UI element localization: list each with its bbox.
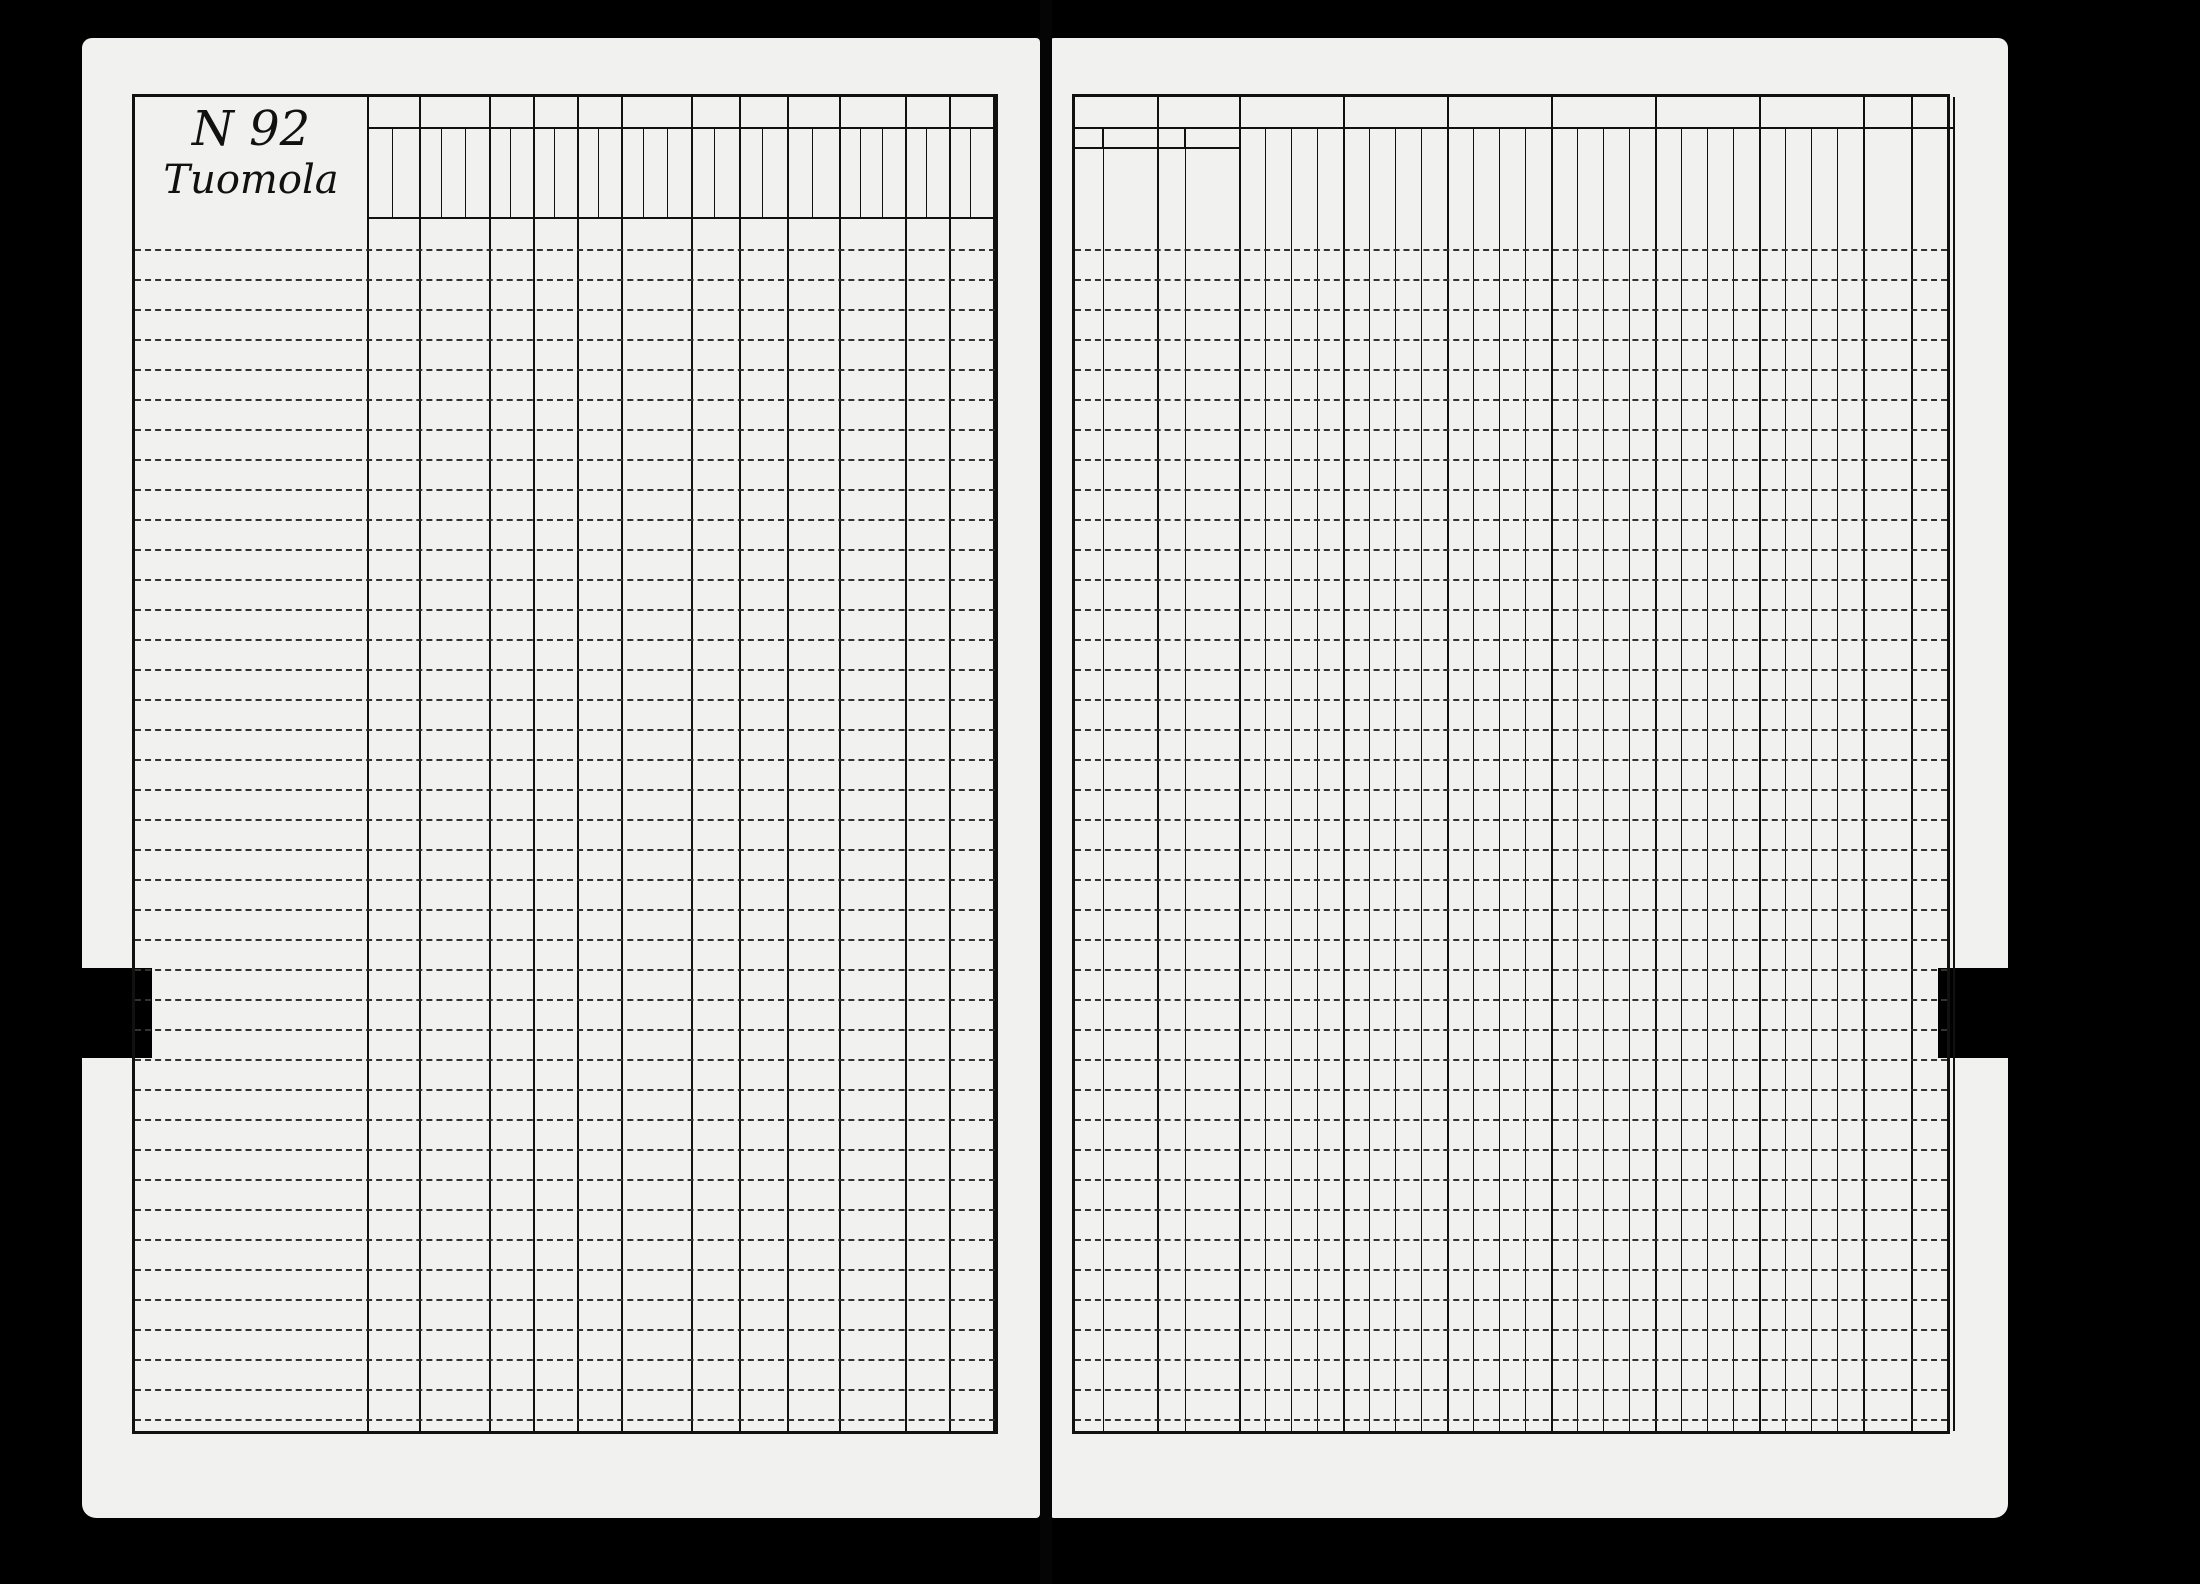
row-rule: [135, 849, 995, 851]
column-header: [1075, 97, 1157, 129]
column-subheader: [668, 127, 691, 219]
column-subheader: [466, 127, 489, 219]
quarter-border: [1811, 127, 1812, 1431]
row-rule: [135, 759, 995, 761]
column-header: [419, 97, 489, 129]
quarter-border: [1421, 127, 1422, 1431]
row-rule: [1075, 879, 1947, 881]
row-rule: [1075, 1029, 1947, 1031]
column-subheader: [367, 127, 393, 219]
column-subheader: [763, 127, 787, 219]
row-rule: [135, 729, 995, 731]
column-subheader: [621, 127, 644, 219]
row-rule: [1075, 1269, 1947, 1271]
column-subheader: [393, 127, 419, 219]
row-rule: [1075, 609, 1947, 611]
column-subheader: [644, 127, 667, 219]
row-rule: [135, 1389, 995, 1391]
column-border-7: [739, 97, 789, 1431]
row-rule: [1075, 999, 1947, 1001]
column-header: [1157, 97, 1239, 129]
day-column-border: [1157, 127, 1186, 1431]
column-subheader: [1185, 127, 1239, 149]
row-rule: [135, 1359, 995, 1361]
row-rule: [135, 1059, 995, 1061]
row-rule: [135, 429, 995, 431]
row-rule: [1075, 519, 1947, 521]
row-rule: [135, 249, 995, 251]
column-subheader: [599, 127, 621, 219]
row-rule: [1075, 399, 1947, 401]
row-rule: [135, 1329, 995, 1331]
column-subheader: [691, 127, 715, 219]
row-rule: [135, 699, 995, 701]
column-header: [621, 97, 691, 129]
row-rule: [135, 459, 995, 461]
quarter-border: [1733, 127, 1734, 1431]
quarter-border: [1317, 127, 1318, 1431]
row-rule: [135, 1149, 995, 1151]
farm-number: N 92: [191, 101, 311, 157]
row-rule: [1075, 1059, 1947, 1061]
column-border-6: [691, 97, 741, 1431]
row-rule: [1075, 819, 1947, 821]
column-header: [1863, 97, 1911, 129]
row-rule: [1075, 249, 1947, 251]
row-rule: [1075, 759, 1947, 761]
quarter-border: [1603, 127, 1604, 1431]
row-rule: [1075, 489, 1947, 491]
column-header: [1759, 97, 1863, 129]
row-rule: [1075, 309, 1947, 311]
quarter-border: [1629, 127, 1630, 1431]
row-rule: [135, 579, 995, 581]
column-border-9: [1911, 97, 1955, 1431]
row-rule: [1075, 1119, 1947, 1121]
quarter-border: [1681, 127, 1682, 1431]
quarter-border: [1265, 127, 1266, 1431]
row-rule: [1075, 579, 1947, 581]
row-rule: [135, 789, 995, 791]
row-rule: [135, 1209, 995, 1211]
quarter-border: [1785, 127, 1786, 1431]
row-rule: [135, 669, 995, 671]
column-header: [1343, 97, 1447, 129]
row-rule: [135, 999, 995, 1001]
column-subheader: [577, 127, 599, 219]
left-ledger-table: [132, 94, 998, 1434]
row-rule: [135, 1419, 995, 1421]
column-header: [1911, 97, 1953, 129]
right-ledger-table: [1072, 94, 1950, 1434]
column-border-4: [577, 97, 623, 1431]
column-header: [1655, 97, 1759, 129]
row-rule: [1075, 849, 1947, 851]
quarter-border: [1499, 127, 1500, 1431]
column-subheader: [1103, 127, 1157, 149]
row-rule: [1075, 339, 1947, 341]
row-rule: [1075, 939, 1947, 941]
row-rule: [135, 969, 995, 971]
column-border-11: [949, 97, 995, 1431]
column-border-2: [1239, 97, 1345, 1431]
column-border-5: [621, 97, 693, 1431]
row-rule: [1075, 909, 1947, 911]
column-subheader: [442, 127, 465, 219]
row-rule: [1075, 1179, 1947, 1181]
row-rule: [1075, 699, 1947, 701]
column-header: [739, 97, 787, 129]
quarter-border: [1369, 127, 1370, 1431]
column-border-6: [1655, 97, 1761, 1431]
column-subheader: [533, 127, 555, 219]
column-header: [1551, 97, 1655, 129]
quarter-border: [1577, 127, 1578, 1431]
row-rule: [1075, 1209, 1947, 1211]
column-subheader: [861, 127, 883, 219]
quarter-border: [1837, 127, 1838, 1431]
column-border-7: [1759, 97, 1865, 1431]
row-rule: [135, 489, 995, 491]
column-header: [787, 97, 839, 129]
column-border-2: [489, 97, 535, 1431]
row-rule: [1075, 1239, 1947, 1241]
row-rule: [1075, 369, 1947, 371]
column-header: [489, 97, 533, 129]
day-column-border: [1075, 127, 1104, 1431]
row-rule: [1075, 1149, 1947, 1151]
column-subheader: [971, 127, 993, 219]
quarter-border: [1525, 127, 1526, 1431]
column-subheader: [419, 127, 442, 219]
row-rule: [135, 879, 995, 881]
column-header: [1239, 97, 1343, 129]
column-subheader: [839, 127, 861, 219]
row-rule: [1075, 1389, 1947, 1391]
column-subheader: [927, 127, 949, 219]
column-subheader: [739, 127, 763, 219]
column-border-1: [419, 97, 491, 1431]
column-header: [691, 97, 739, 129]
column-border-10: [905, 97, 951, 1431]
row-rule: [1075, 789, 1947, 791]
column-border-5: [1551, 97, 1657, 1431]
row-rule: [135, 1239, 995, 1241]
row-rule: [135, 1119, 995, 1121]
row-rule: [135, 819, 995, 821]
row-rule: [135, 399, 995, 401]
row-rule: [135, 309, 995, 311]
quarter-border: [1707, 127, 1708, 1431]
column-border-9: [839, 97, 907, 1431]
column-subheader: [905, 127, 927, 219]
column-header: [533, 97, 577, 129]
row-rule: [135, 1089, 995, 1091]
column-header: [367, 97, 419, 129]
column-header: [577, 97, 621, 129]
column-border-3: [533, 97, 579, 1431]
row-rule: [1075, 969, 1947, 971]
row-rule: [1075, 1329, 1947, 1331]
column-header: [1447, 97, 1551, 129]
column-header: [839, 97, 905, 129]
row-rule: [135, 939, 995, 941]
row-rule: [135, 639, 995, 641]
row-rule: [1075, 459, 1947, 461]
row-rule: [135, 339, 995, 341]
column-subheader: [715, 127, 739, 219]
row-rule: [135, 519, 995, 521]
name-column-border: [135, 97, 369, 1431]
row-rule: [1075, 1299, 1947, 1301]
column-border-4: [1447, 97, 1553, 1431]
row-rule: [1075, 429, 1947, 431]
column-subheader: [949, 127, 971, 219]
quarter-border: [1395, 127, 1396, 1431]
column-subheader: [511, 127, 533, 219]
column-header: [905, 97, 949, 129]
row-rule: [135, 909, 995, 911]
column-subheader: [489, 127, 511, 219]
column-border-0: [367, 97, 421, 1431]
row-rule: [1075, 639, 1947, 641]
column-subheader: [883, 127, 905, 219]
row-rule: [1075, 549, 1947, 551]
column-subheader: [555, 127, 577, 219]
row-rule: [135, 279, 995, 281]
row-rule: [135, 369, 995, 371]
column-border-8: [1863, 97, 1913, 1431]
row-rule: [135, 1299, 995, 1301]
row-rule: [135, 1029, 995, 1031]
quarter-border: [1291, 127, 1292, 1431]
row-rule: [135, 549, 995, 551]
row-rule: [1075, 669, 1947, 671]
column-subheader: [787, 127, 813, 219]
column-border-3: [1343, 97, 1449, 1431]
row-rule: [1075, 279, 1947, 281]
column-header: [949, 97, 993, 129]
farm-name: Tuomola: [163, 157, 339, 203]
row-rule: [1075, 729, 1947, 731]
row-rule: [1075, 1359, 1947, 1361]
column-subheader: [813, 127, 839, 219]
column-border-8: [787, 97, 841, 1431]
row-rule: [1075, 1419, 1947, 1421]
row-rule: [135, 609, 995, 611]
book-gutter: [1040, 0, 1052, 1584]
quarter-border: [1473, 127, 1474, 1431]
row-rule: [1075, 1089, 1947, 1091]
row-rule: [135, 1269, 995, 1271]
row-rule: [135, 1179, 995, 1181]
